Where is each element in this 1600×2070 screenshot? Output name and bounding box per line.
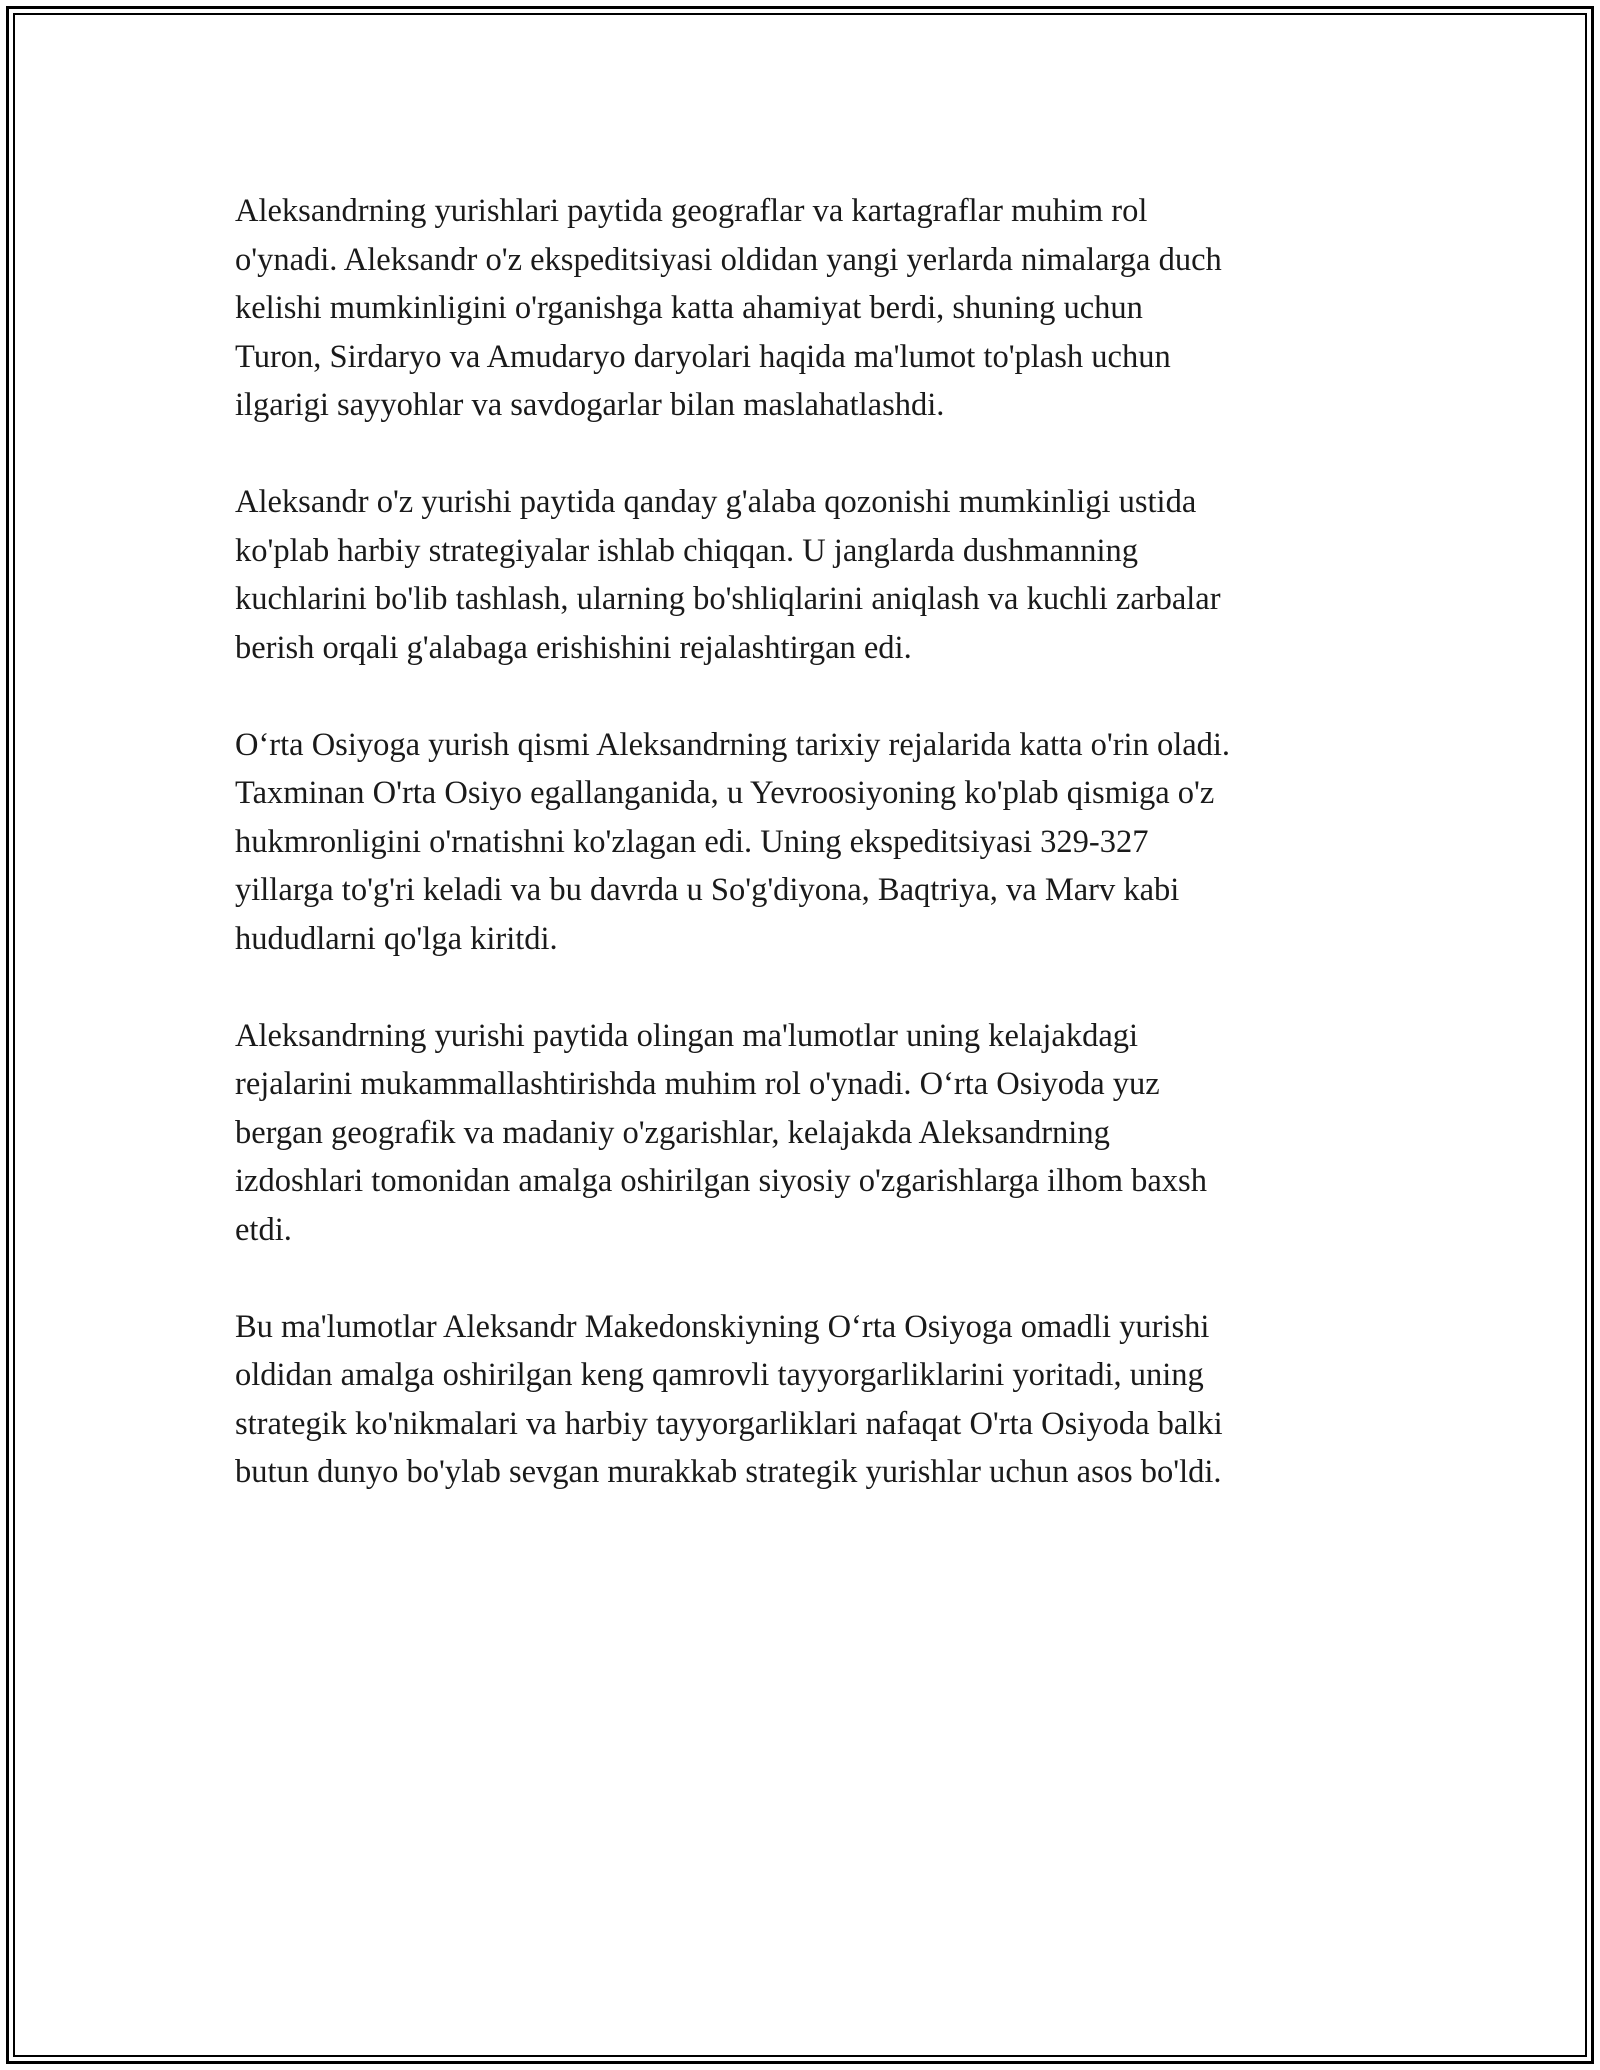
- paragraph-5: Bu ma'lumotlar Aleksandr Makedonskiyning O‘rta Osiyoga omadli yurishi oldidan amalga oshirilgan keng qamrovli tayyorgarliklarini yoritadi, uning strategik ko'nikmalari va harbiy tayyorgarliklari nafaqat O'rta Osiyoda balki butun dunyo bo'ylab sevgan murakkab strategik yurishlar uchun asos bo'ldi.: [235, 1308, 1223, 1490]
- paragraph-3: O‘rta Osiyoga yurish qismi Aleksandrning tarixiy rejalarida katta o'rin oladi. Taxminan O'rta Osiyo egallanganida, u Yevroosiyoning ko'plab qismiga o'z hukmronligini o'rnatishni ko'zlagan edi. Uning ekspeditsiyasi 329-327 yillarga to'g'ri keladi va bu davrda u So'g'diyona, Baqtriya, va Marv kabi hududlarni qo'lga kiritdi.: [235, 726, 1231, 957]
- paragraph-4: Aleksandrning yurishi paytida olingan ma'lumotlar uning kelajakdagi rejalarini mukammallashtirishda muhim rol o'ynadi. O‘rta Osiyoda yuz bergan geografik va madaniy o'zgarishlar, kelajakda Aleksandrning izdoshlari tomonidan amalga oshirilgan siyosiy o'zgarishlarga ilhom baxsh etdi.: [235, 1017, 1207, 1248]
- paragraph-1: Aleksandrning yurishlari paytida geograflar va kartagraflar muhim rol o'ynadi. Aleksandr o'z ekspeditsiyasi oldidan yangi yerlarda nimalarga duch kelishi mumkinligini o'rganishga katta ahamiyat berdi, shuning uchun Turon, Sirdaryo va Amudaryo daryolari haqida ma'lumot to'plash uchun ilgarigi sayyohlar va savdogarlar bilan maslahatlashdi.: [235, 193, 1222, 423]
- paragraph-2: Aleksandr o'z yurishi paytida qanday g'alaba qozonishi mumkinligi ustida ko'plab harbiy strategiyalar ishlab chiqqan. U janglarda dushmanning kuchlarini bo'lib tashlash, ularning bo'shliqlarini aniqlash va kuchli zarbalar berish orqali g'alabaga erishishini rejalashtirgan edi.: [235, 484, 1221, 666]
- document-body: [235, 187, 1375, 1545]
